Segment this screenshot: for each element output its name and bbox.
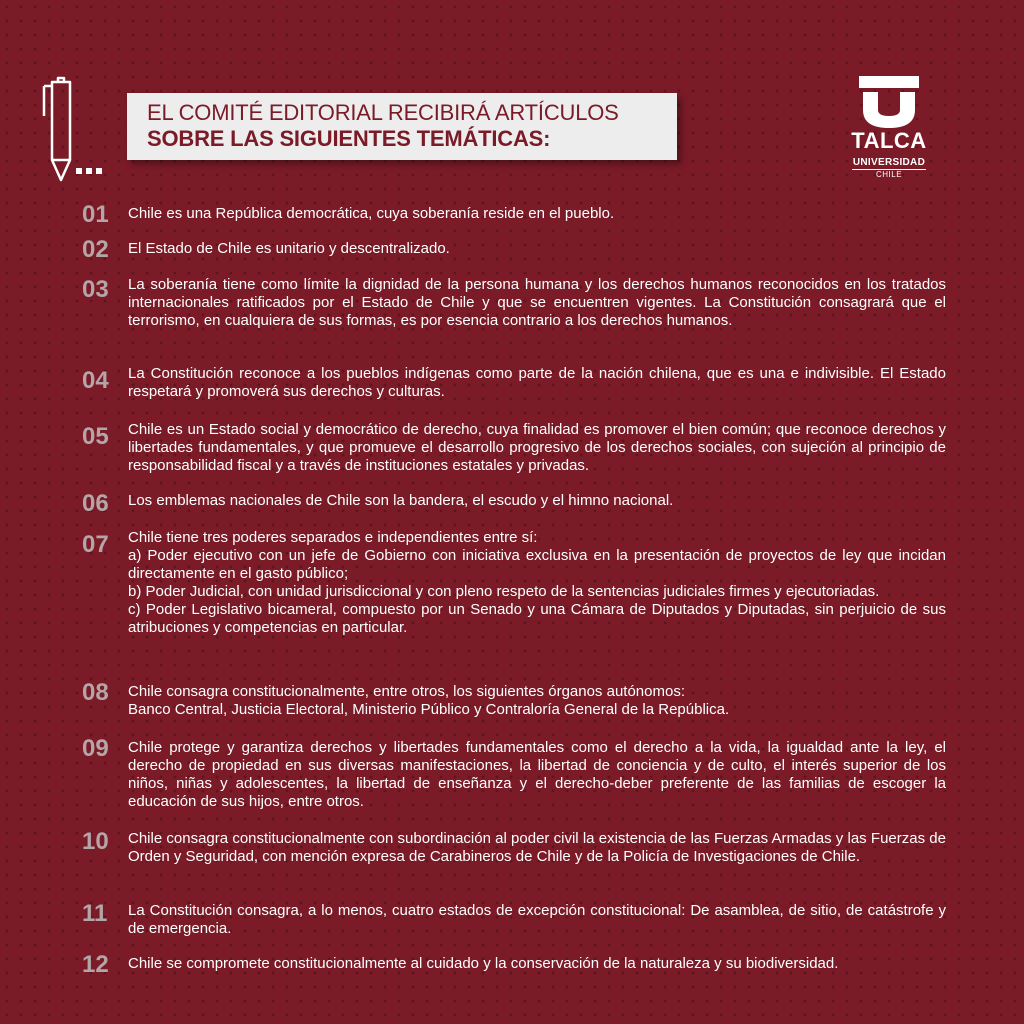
item-number: 07 bbox=[82, 531, 109, 558]
item-number: 04 bbox=[82, 367, 109, 394]
item-number: 10 bbox=[82, 828, 109, 855]
item-text: Chile protege y garantiza derechos y libertades fundamentales como el derecho a la vida, la igualdad ante la ley, el derecho de propiedad en sus diversas manifestaciones, la libertad de conciencia y de culto, el interés superior de los niños, niñas y adolescentes, la libertad de enseñanza y el derecho-deber preferente de las familias de escoger la educación de sus hijos, entre otros. bbox=[128, 739, 946, 810]
item-text: Chile es un Estado social y democrático de derecho, cuya finalidad es promover el bien común; que reconoce derechos y libertades fundamentales, y que promueve el desarrollo progresivo de los derechos sociales, con sujeción al principio de responsabilidad fiscal y a través de instituciones estatales y privadas. bbox=[128, 421, 946, 474]
item-text: Chile consagra constitucionalmente con subordinación al poder civil la existencia de las Fuerzas Armadas y las Fuerzas de Orden y Seguridad, con mención expresa de Carabineros de Chile y de la Policía de Investigaciones de Chile. bbox=[128, 830, 946, 865]
title-box bbox=[127, 93, 677, 160]
logo-chile-text: CHILE bbox=[875, 170, 903, 179]
item-text: El Estado de Chile es unitario y descentralizado. bbox=[128, 240, 450, 257]
item-number: 05 bbox=[82, 423, 109, 450]
pencil-icon bbox=[38, 76, 78, 186]
title-line-2: SOBRE LAS SIGUIENTES TEMÁTICAS: bbox=[147, 126, 551, 151]
item-number: 11 bbox=[82, 900, 108, 927]
talca-u-logo-icon bbox=[854, 76, 924, 128]
title-line-1: EL COMITÉ EDITORIAL RECIBIRÁ ARTÍCULOS bbox=[147, 100, 619, 125]
item-text: Chile es una República democrática, cuya soberanía reside en el pueblo. bbox=[128, 205, 615, 222]
logo-talca-text: TALCA bbox=[851, 128, 927, 153]
item-text: Chile consagra constitucionalmente, entre otros, los siguientes órganos autónomos: Banco Central, Justicia Electoral, Ministerio Público y Contraloría General de la República. bbox=[128, 683, 730, 718]
item-text: La Constitución reconoce a los pueblos indígenas como parte de la nación chilena, que es una e indivisible. El Estado respetará y promoverá sus derechos y culturas. bbox=[128, 365, 946, 400]
logo-university-text: UNIVERSIDAD bbox=[852, 157, 926, 168]
item-text: La Constitución consagra, a lo menos, cuatro estados de excepción constitucional: De asamblea, de sitio, de catástrofe y de emergencia. bbox=[128, 902, 946, 937]
item-number: 02 bbox=[82, 236, 109, 263]
university-logo bbox=[843, 76, 935, 182]
item-number: 06 bbox=[82, 490, 109, 517]
ellipsis-dots bbox=[76, 168, 102, 174]
item-text: Chile se compromete constitucionalmente al cuidado y la conservación de la naturaleza y su biodiversidad. bbox=[128, 955, 839, 972]
item-text: Los emblemas nacionales de Chile son la bandera, el escudo y el himno nacional. bbox=[128, 492, 674, 509]
item-number: 09 bbox=[82, 735, 109, 762]
item-number: 08 bbox=[82, 679, 109, 706]
item-text: La soberanía tiene como límite la dignidad de la persona humana y los derechos humanos reconocidos en los tratados internacionales ratificados por el Estado de Chile y que se encuentren vigentes. La Constitución consagrará que el terrorismo, en cualquiera de sus formas, es por esencia contrario a los derechos humanos. bbox=[128, 276, 946, 329]
item-number: 01 bbox=[82, 201, 109, 228]
item-number: 03 bbox=[82, 276, 109, 303]
item-text: Chile tiene tres poderes separados e independientes entre sí: a) Poder ejecutivo con un jefe de Gobierno con iniciativa exclusiva en la presentación de proyectos de ley que incidan directamente en el gasto público; b) Poder Judicial, con unidad jurisdiccional y con pleno respeto de la sentencias judiciales firmes y ejecutoriadas. c) Poder Legislativo bicameral, compuesto por un Senado y una Cámara de Diputados y Diputadas, sin perjuicio de sus atribuciones y competencias en particular. bbox=[128, 529, 946, 636]
item-number: 12 bbox=[82, 951, 109, 978]
